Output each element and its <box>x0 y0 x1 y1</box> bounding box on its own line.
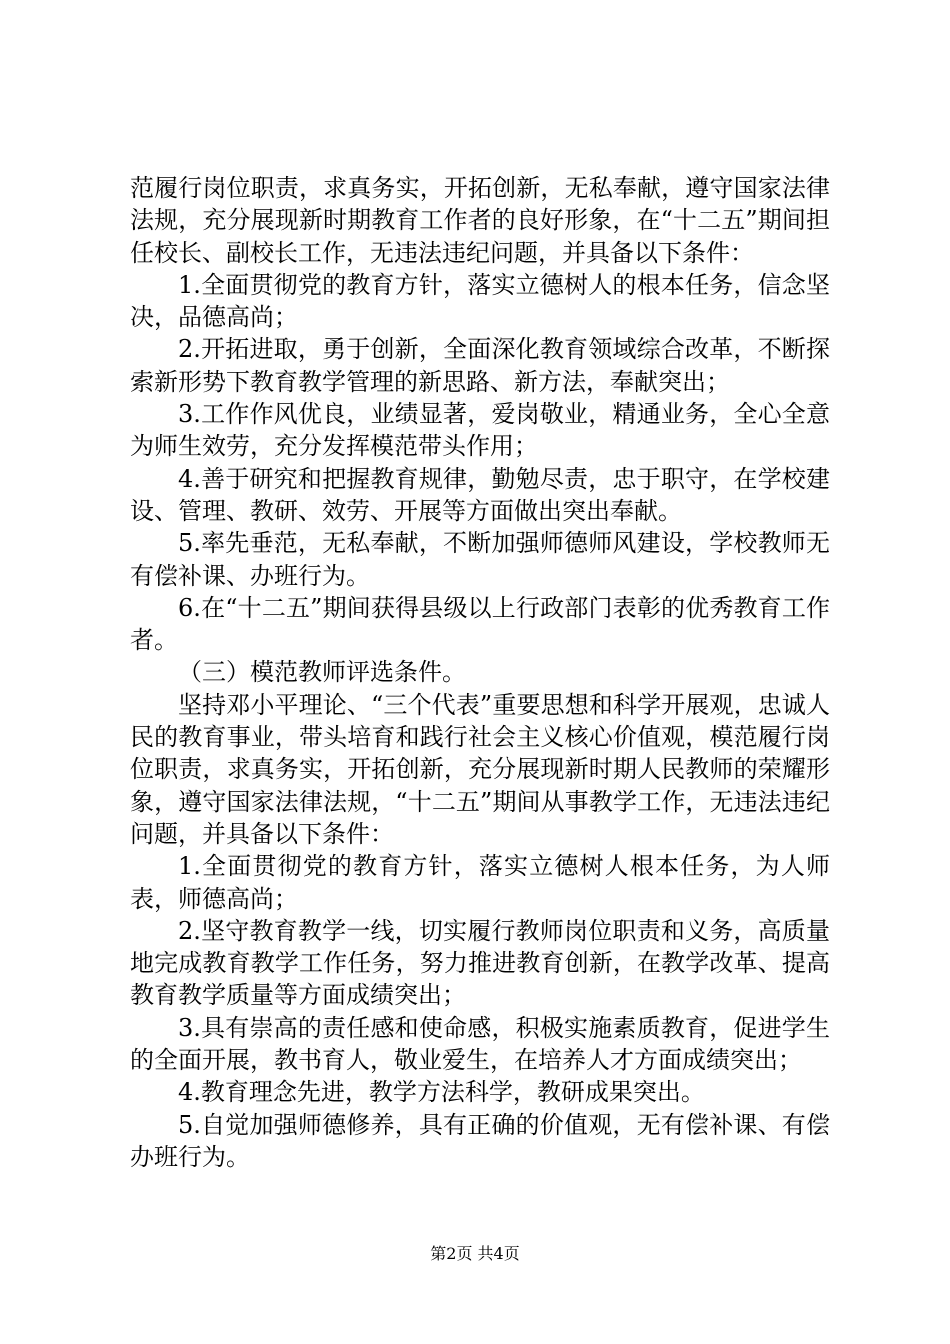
paragraph-teacher-item-1: 1.全面贯彻党的教育方针，落实立德树人根本任务，为人师表，师德高尚； <box>130 852 830 913</box>
paragraph-principal-item-3: 3.工作作风优良，业绩显著，爱岗敬业，精通业务，全心全意为师生效劳，充分发挥模范带头作用； <box>130 400 830 461</box>
paragraph-principal-item-6: 6.在“十二五”期间获得县级以上行政部门表彰的优秀教育工作者。 <box>130 593 830 655</box>
paragraph-teacher-item-4: 4.教育理念先进，教学方法科学，教研成果突出。 <box>178 1078 705 1107</box>
paragraph-principal-item-1: 1.全面贯彻党的教育方针，落实立德树人的根本任务，信念坚决，品德高尚； <box>130 270 830 332</box>
paragraph-principal-item-2: 2.开拓进取，勇于创新，全面深化教育领域综合改革，不断探索新形势下教育教学管理的新思路、新方法，奉献突出； <box>130 335 830 396</box>
paragraph-principal-item-4: 4.善于研究和把握教育规律，勤勉尽责，忠于职守，在学校建设、管理、教研、效劳、开展等方面做出突出奉献。 <box>130 464 830 525</box>
page-number-footer: 第2页 共4页 <box>430 1244 520 1263</box>
paragraph-continuation: 范履行岗位职责，求真务实，开拓创新，无私奉献，遵守国家法律法规，充分展现新时期教育工作者的良好形象，在“十二五”期间担任校长、副校长工作，无违法违纪问题，并具备以下条件： <box>130 174 830 267</box>
section-heading-model-teacher: （三）模范教师评选条件。 <box>178 658 466 687</box>
paragraph-principal-item-5: 5.率先垂范，无私奉献，不断加强师德师风建设，学校教师无有偿补课、办班行为。 <box>130 529 830 590</box>
paragraph-teacher-item-3: 3.具有崇高的责任感和使命感，积极实施素质教育，促进学生的全面开展，教书育人，敬业爱生，在培养人才方面成绩突出； <box>130 1013 830 1075</box>
paragraph-teacher-item-5: 5.自觉加强师德修养，具有正确的价值观，无有偿补课、有偿办班行为。 <box>130 1110 830 1171</box>
paragraph-teacher-item-2: 2.坚守教育教学一线，切实履行教师岗位职责和义务，高质量地完成教育教学工作任务，努力推进教育创新，在教学改革、提高教育教学质量等方面成绩突出； <box>130 916 830 1010</box>
document-body <box>130 172 830 1173</box>
paragraph-model-teacher-intro: 坚持邓小平理论、“三个代表”重要思想和科学开展观，忠诚人民的教育事业，带头培育和践行社会主义核心价值观，模范履行岗位职责，求真务实，开拓创新，充分展现新时期人民教师的荣耀形象，遵守国家法律法规，“十二五”期间从事教学工作，无违法违纪问题，并具备以下条件： <box>130 690 830 848</box>
